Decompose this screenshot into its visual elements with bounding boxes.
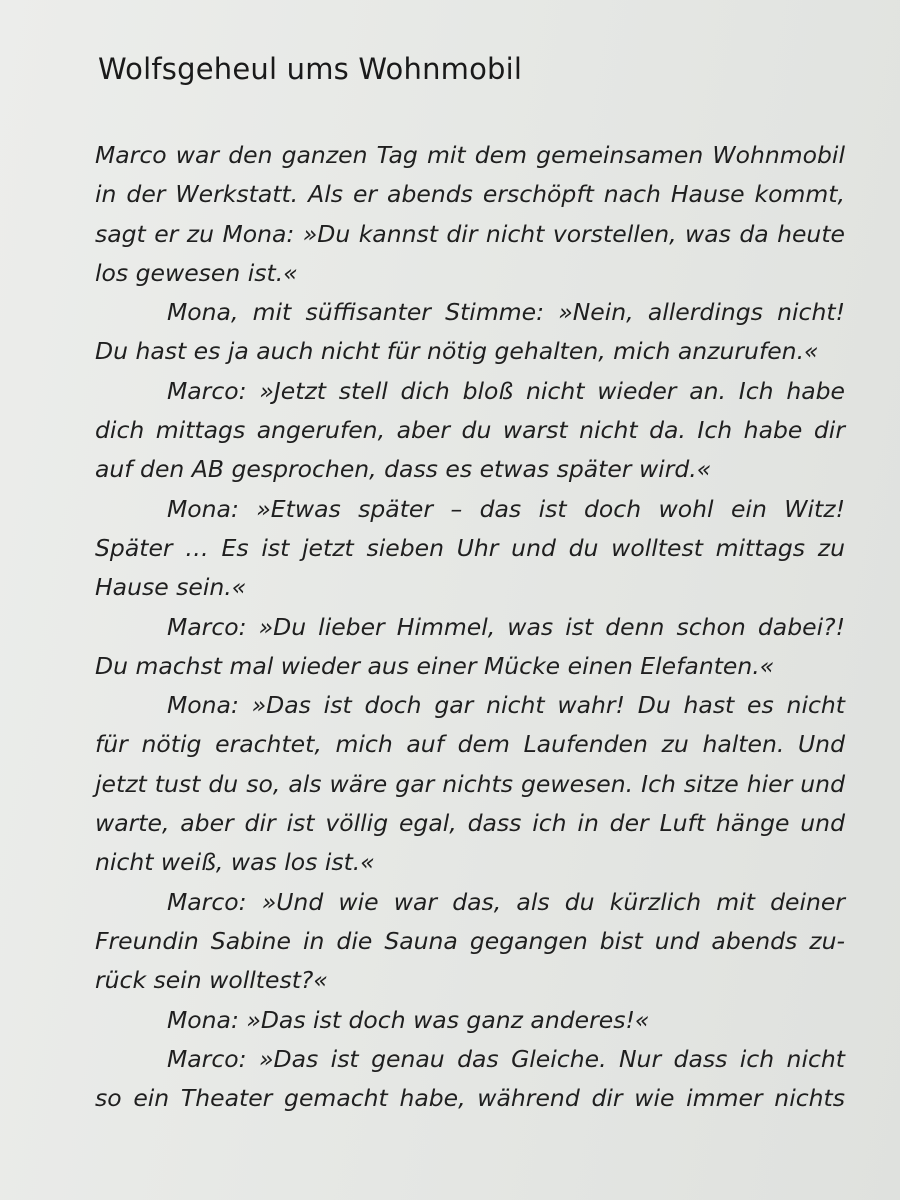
text-line: Später … Es ist jetzt sieben Uhr und du wolltest mittags zu	[95, 533, 845, 562]
text-line: Mona, mit süffisanter Stimme: »Nein, allerdings nicht!	[167, 298, 845, 327]
text-line: in der Werkstatt. Als er abends erschöpft nach Hause kommt,	[95, 180, 845, 209]
text-line: Mona: »Das ist doch was ganz anderes!«	[167, 1005, 650, 1034]
text-line: Du hast es ja auch nicht für nötig gehalten, mich anzurufen.«	[95, 337, 819, 366]
text-line: Mona: »Etwas später – das ist doch wohl ein Witz!	[167, 494, 845, 523]
dialogue-text-block	[95, 136, 845, 1118]
text-line: so ein Theater gemacht habe, während dir wie immer nichts	[95, 1084, 845, 1113]
text-line: Marco war den ganzen Tag mit dem gemeinsamen Wohnmobil	[95, 141, 845, 169]
text-line: dich mittags angerufen, aber du warst nicht da. Ich habe dir	[95, 416, 845, 445]
text-line: warte, aber dir ist völlig egal, dass ich in der Luft hänge und	[95, 809, 845, 838]
text-line: Marco: »Du lieber Himmel, was ist denn schon dabei?!	[167, 612, 845, 641]
text-line: Hause sein.«	[95, 573, 247, 602]
text-line: nicht weiß, was los ist.«	[95, 848, 375, 877]
text-line: Marco: »Jetzt stell dich bloß nicht wieder an. Ich habe	[167, 376, 845, 405]
text-line: auf den AB gesprochen, dass es etwas später wird.«	[95, 455, 712, 484]
text-line: sagt er zu Mona: »Du kannst dir nicht vorstellen, was da heute	[95, 219, 845, 248]
text-line: rück sein wolltest?«	[95, 966, 328, 995]
text-line: für nötig erachtet, mich auf dem Laufenden zu halten. Und	[95, 730, 845, 759]
text-line: jetzt tust du so, als wäre gar nichts gewesen. Ich sitze hier und	[95, 769, 845, 798]
text-line: Marco: »Das ist genau das Gleiche. Nur dass ich nicht	[167, 1044, 845, 1073]
text-line: Marco: »Und wie war das, als du kürzlich mit deiner	[167, 887, 845, 916]
chapter-heading: Wolfsgeheul ums Wohnmobil	[98, 52, 523, 86]
text-line: Du machst mal wieder aus einer Mücke einen Elefanten.«	[95, 651, 775, 680]
text-line: los gewesen ist.«	[95, 258, 298, 287]
text-line: Freundin Sabine in die Sauna gegangen bist und abends zu-	[95, 926, 845, 955]
text-line: Mona: »Das ist doch gar nicht wahr! Du hast es nicht	[167, 691, 845, 720]
